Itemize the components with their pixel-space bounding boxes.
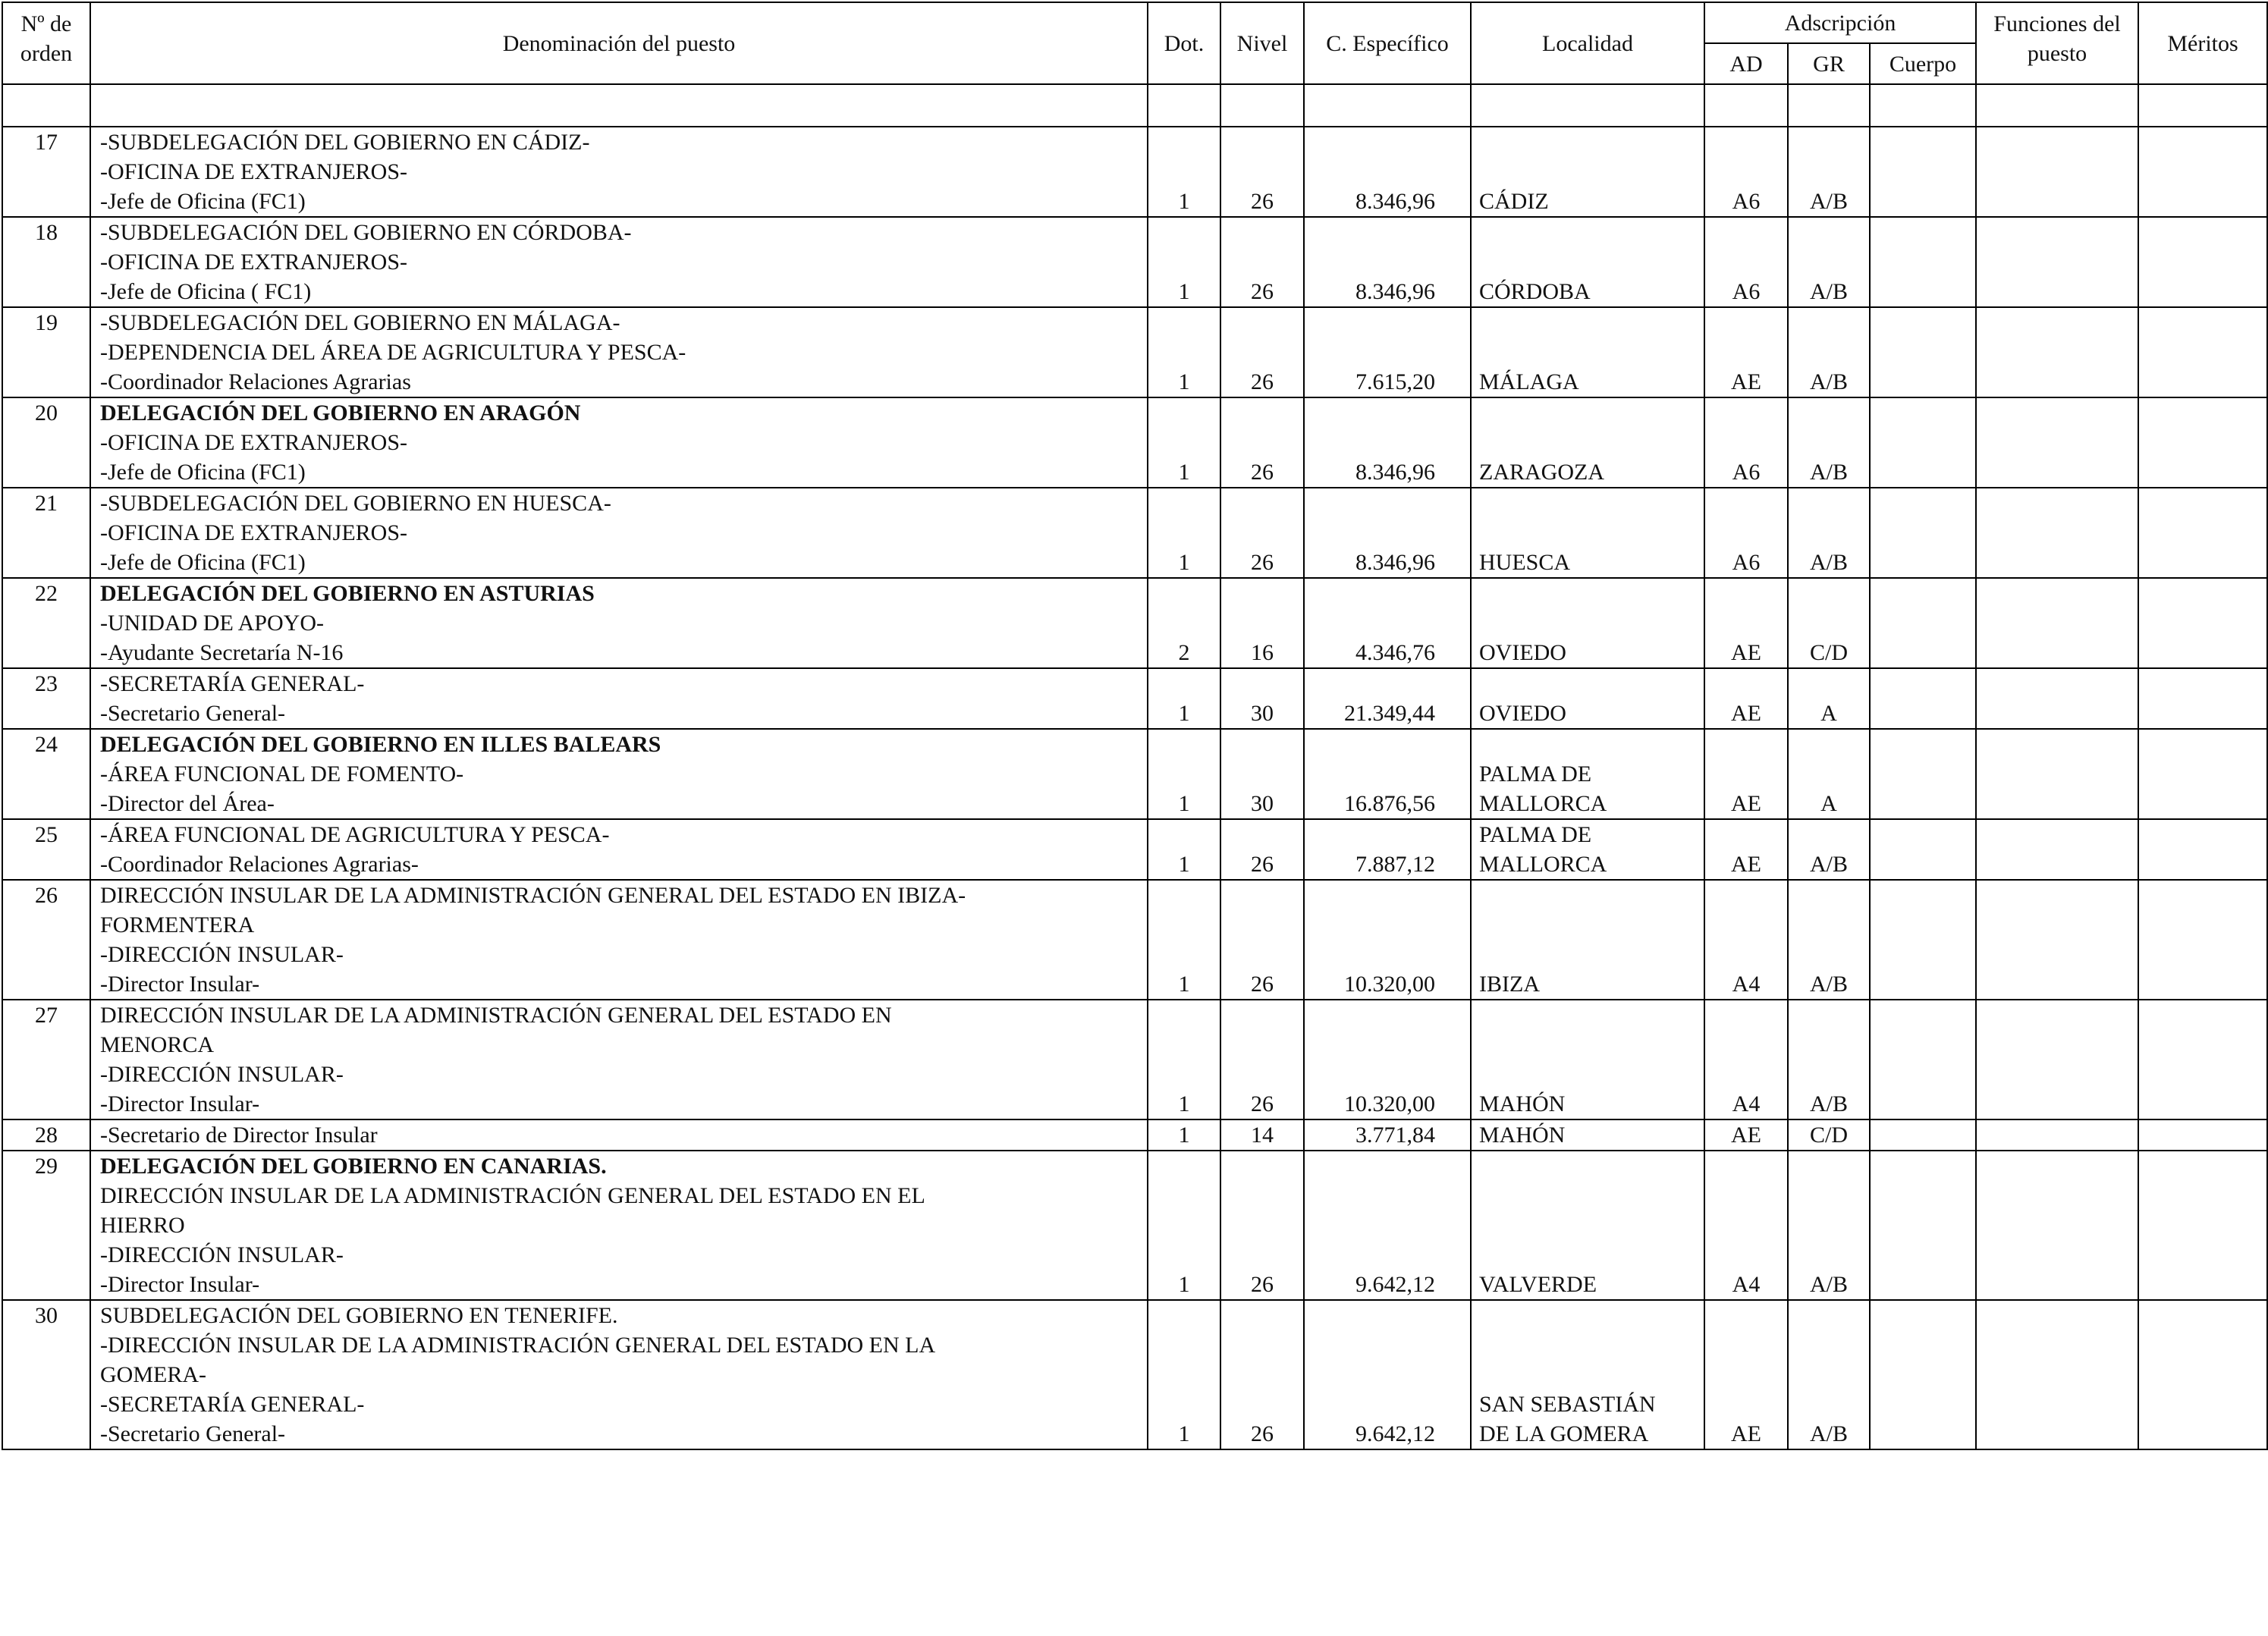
orden-cell: 17 <box>2 127 90 217</box>
denominacion-cell <box>90 819 1148 880</box>
denominacion-line: DIRECCIÓN INSULAR DE LA ADMINISTRACIÓN GENERAL DEL ESTADO EN <box>100 1003 892 1028</box>
dot-cell: 1 <box>1148 1000 1220 1119</box>
table-body <box>2 84 2267 1449</box>
meritos-cell <box>2138 578 2267 668</box>
localidad-cell <box>1471 1151 1704 1300</box>
localidad-cell <box>1471 819 1704 880</box>
localidad-line: SAN SEBASTIÁN <box>1479 1392 1656 1417</box>
meritos-cell <box>2138 1000 2267 1119</box>
gr-cell: C/D <box>1788 578 1870 668</box>
localidad-line: PALMA DE <box>1479 761 1592 787</box>
meritos-cell <box>2138 307 2267 397</box>
denominacion-line: -Secretario de Director Insular <box>100 1123 378 1148</box>
localidad-line: OVIEDO <box>1479 701 1566 726</box>
positions-table <box>2 2 2268 1450</box>
localidad-line: MALLORCA <box>1479 791 1607 816</box>
localidad-cell <box>1471 1000 1704 1119</box>
header-localidad: Localidad <box>1471 2 1704 84</box>
meritos-cell <box>2138 397 2267 488</box>
orden-cell: 24 <box>2 729 90 819</box>
nivel-cell: 26 <box>1220 819 1304 880</box>
orden-cell: 29 <box>2 1151 90 1300</box>
header-denominacion: Denominación del puesto <box>90 2 1148 84</box>
dot-cell: 1 <box>1148 307 1220 397</box>
denominacion-line: -UNIDAD DE APOYO- <box>100 611 324 636</box>
denominacion-cell <box>90 217 1148 307</box>
table-row <box>2 1300 2267 1449</box>
ad-cell: A4 <box>1704 1000 1788 1119</box>
denominacion-line: FORMENTERA <box>100 912 255 937</box>
denominacion-line: -Jefe de Oficina ( FC1) <box>100 279 312 304</box>
especifico-cell: 21.349,44 <box>1304 668 1471 729</box>
localidad-cell <box>1471 127 1704 217</box>
localidad-line: MAHÓN <box>1479 1123 1566 1148</box>
table-row <box>2 668 2267 729</box>
table-row <box>2 578 2267 668</box>
header-especifico: C. Específico <box>1304 2 1471 84</box>
denominacion-cell <box>90 1119 1148 1151</box>
localidad-line: IBIZA <box>1479 972 1540 997</box>
denominacion-cell <box>90 127 1148 217</box>
localidad-line: HUESCA <box>1479 550 1571 575</box>
orden-cell: 22 <box>2 578 90 668</box>
dot-cell: 1 <box>1148 1119 1220 1151</box>
orden-cell: 28 <box>2 1119 90 1151</box>
orden-cell: 19 <box>2 307 90 397</box>
funciones-cell <box>1976 880 2138 1000</box>
localidad-cell <box>1471 1119 1704 1151</box>
denominacion-line: -SUBDELEGACIÓN DEL GOBIERNO EN CÁDIZ- <box>100 130 590 155</box>
funciones-cell <box>1976 1119 2138 1151</box>
header-meritos: Méritos <box>2138 2 2267 84</box>
header-nivel: Nivel <box>1220 2 1304 84</box>
ad-cell: AE <box>1704 819 1788 880</box>
cuerpo-cell <box>1870 880 1976 1000</box>
cuerpo-cell <box>1870 397 1976 488</box>
denominacion-cell <box>90 1000 1148 1119</box>
ad-cell: AE <box>1704 1119 1788 1151</box>
denominacion-line: -Coordinador Relaciones Agrarias- <box>100 852 419 877</box>
blank-cell <box>1471 84 1704 127</box>
nivel-cell: 14 <box>1220 1119 1304 1151</box>
especifico-cell: 4.346,76 <box>1304 578 1471 668</box>
denominacion-line: -ÁREA FUNCIONAL DE AGRICULTURA Y PESCA- <box>100 822 610 847</box>
localidad-cell <box>1471 578 1704 668</box>
table-row <box>2 397 2267 488</box>
meritos-cell <box>2138 488 2267 578</box>
table-row <box>2 880 2267 1000</box>
nivel-cell: 26 <box>1220 217 1304 307</box>
funciones-cell <box>1976 127 2138 217</box>
denominacion-line: -SUBDELEGACIÓN DEL GOBIERNO EN CÓRDOBA- <box>100 220 632 245</box>
nivel-cell: 26 <box>1220 488 1304 578</box>
denominacion-line: -Director del Área- <box>100 791 275 816</box>
cuerpo-cell <box>1870 127 1976 217</box>
ad-cell: A6 <box>1704 488 1788 578</box>
localidad-line: CÁDIZ <box>1479 189 1549 214</box>
meritos-cell <box>2138 217 2267 307</box>
gr-cell: A/B <box>1788 217 1870 307</box>
meritos-cell <box>2138 729 2267 819</box>
funciones-cell <box>1976 1151 2138 1300</box>
meritos-cell <box>2138 1300 2267 1449</box>
nivel-cell: 26 <box>1220 307 1304 397</box>
denominacion-line: GOMERA- <box>100 1362 206 1387</box>
localidad-line: CÓRDOBA <box>1479 279 1591 304</box>
denominacion-line: -Jefe de Oficina (FC1) <box>100 189 306 214</box>
especifico-cell: 7.615,20 <box>1304 307 1471 397</box>
table-row <box>2 1119 2267 1151</box>
gr-cell: A/B <box>1788 880 1870 1000</box>
dot-cell: 1 <box>1148 819 1220 880</box>
orden-cell: 21 <box>2 488 90 578</box>
funciones-cell <box>1976 397 2138 488</box>
header-ad: AD <box>1704 43 1788 84</box>
blank-cell <box>1704 84 1788 127</box>
denominacion-line: DIRECCIÓN INSULAR DE LA ADMINISTRACIÓN GENERAL DEL ESTADO EN EL <box>100 1183 925 1208</box>
meritos-cell <box>2138 880 2267 1000</box>
meritos-cell <box>2138 668 2267 729</box>
orden-cell: 20 <box>2 397 90 488</box>
funciones-cell <box>1976 1000 2138 1119</box>
header-funciones: Funciones del puesto <box>1976 2 2138 84</box>
funciones-cell <box>1976 729 2138 819</box>
ad-cell: A6 <box>1704 397 1788 488</box>
especifico-cell: 9.642,12 <box>1304 1300 1471 1449</box>
denominacion-line: -Secretario General- <box>100 701 286 726</box>
blank-cell <box>1870 84 1976 127</box>
localidad-cell <box>1471 488 1704 578</box>
funciones-cell <box>1976 1300 2138 1449</box>
localidad-cell <box>1471 1300 1704 1449</box>
especifico-cell: 10.320,00 <box>1304 880 1471 1000</box>
denominacion-line: -DIRECCIÓN INSULAR- <box>100 1242 344 1267</box>
meritos-cell <box>2138 819 2267 880</box>
localidad-cell <box>1471 880 1704 1000</box>
localidad-line: MALLORCA <box>1479 852 1607 877</box>
header-orden: Nº de orden <box>2 2 90 84</box>
cuerpo-cell <box>1870 307 1976 397</box>
denominacion-line: -Director Insular- <box>100 972 260 997</box>
cuerpo-cell <box>1870 217 1976 307</box>
especifico-cell: 7.887,12 <box>1304 819 1471 880</box>
denominacion-line: -DIRECCIÓN INSULAR DE LA ADMINISTRACIÓN GENERAL DEL ESTADO EN LA <box>100 1333 936 1358</box>
blank-cell <box>1220 84 1304 127</box>
table-row <box>2 488 2267 578</box>
denominacion-cell <box>90 880 1148 1000</box>
localidad-line: DE LA GOMERA <box>1479 1421 1649 1446</box>
ad-cell: AE <box>1704 578 1788 668</box>
gr-cell: A/B <box>1788 397 1870 488</box>
denominacion-line: DELEGACIÓN DEL GOBIERNO EN CANARIAS. <box>100 1154 607 1179</box>
orden-cell: 27 <box>2 1000 90 1119</box>
especifico-cell: 8.346,96 <box>1304 397 1471 488</box>
funciones-cell <box>1976 819 2138 880</box>
cuerpo-cell <box>1870 1151 1976 1300</box>
dot-cell: 1 <box>1148 397 1220 488</box>
localidad-cell <box>1471 217 1704 307</box>
gr-cell: A/B <box>1788 1151 1870 1300</box>
funciones-cell <box>1976 578 2138 668</box>
denominacion-line: -DIRECCIÓN INSULAR- <box>100 1062 344 1087</box>
denominacion-line: -Secretario General- <box>100 1421 286 1446</box>
denominacion-line: -OFICINA DE EXTRANJEROS- <box>100 520 407 545</box>
dot-cell: 2 <box>1148 578 1220 668</box>
dot-cell: 1 <box>1148 1151 1220 1300</box>
denominacion-line: HIERRO <box>100 1213 185 1238</box>
table-row <box>2 127 2267 217</box>
ad-cell: AE <box>1704 729 1788 819</box>
gr-cell: C/D <box>1788 1119 1870 1151</box>
dot-cell: 1 <box>1148 729 1220 819</box>
blank-cell <box>1148 84 1220 127</box>
orden-cell: 30 <box>2 1300 90 1449</box>
denominacion-line: -Director Insular- <box>100 1091 260 1116</box>
ad-cell: A4 <box>1704 880 1788 1000</box>
denominacion-line: -Jefe de Oficina (FC1) <box>100 550 306 575</box>
dot-cell: 1 <box>1148 217 1220 307</box>
blank-cell <box>1976 84 2138 127</box>
header-dot: Dot. <box>1148 2 1220 84</box>
nivel-cell: 30 <box>1220 668 1304 729</box>
denominacion-line: -Coordinador Relaciones Agrarias <box>100 369 411 394</box>
localidad-cell <box>1471 307 1704 397</box>
gr-cell: A <box>1788 729 1870 819</box>
table-row <box>2 217 2267 307</box>
cuerpo-cell <box>1870 819 1976 880</box>
blank-cell <box>90 84 1148 127</box>
denominacion-line: -Jefe de Oficina (FC1) <box>100 460 306 485</box>
denominacion-line: -DIRECCIÓN INSULAR- <box>100 942 344 967</box>
denominacion-line: -SECRETARÍA GENERAL- <box>100 671 365 696</box>
table-row <box>2 307 2267 397</box>
gr-cell: A/B <box>1788 307 1870 397</box>
denominacion-line: -DEPENDENCIA DEL ÁREA DE AGRICULTURA Y PESCA- <box>100 340 686 365</box>
denominacion-line: DELEGACIÓN DEL GOBIERNO EN ASTURIAS <box>100 581 595 606</box>
localidad-line: MAHÓN <box>1479 1091 1566 1116</box>
localidad-line: MÁLAGA <box>1479 369 1579 394</box>
nivel-cell: 26 <box>1220 1300 1304 1449</box>
localidad-cell <box>1471 668 1704 729</box>
cuerpo-cell <box>1870 1119 1976 1151</box>
blank-cell <box>1304 84 1471 127</box>
nivel-cell: 26 <box>1220 1151 1304 1300</box>
orden-cell: 25 <box>2 819 90 880</box>
orden-cell: 26 <box>2 880 90 1000</box>
denominacion-line: DIRECCIÓN INSULAR DE LA ADMINISTRACIÓN GENERAL DEL ESTADO EN IBIZA- <box>100 883 966 908</box>
nivel-cell: 26 <box>1220 1000 1304 1119</box>
table-row <box>2 729 2267 819</box>
denominacion-cell <box>90 307 1148 397</box>
table-row <box>2 819 2267 880</box>
denominacion-line: MENORCA <box>100 1032 215 1057</box>
localidad-cell <box>1471 397 1704 488</box>
denominacion-cell <box>90 668 1148 729</box>
blank-cell <box>2138 84 2267 127</box>
dot-cell: 1 <box>1148 880 1220 1000</box>
ad-cell: AE <box>1704 307 1788 397</box>
especifico-cell: 8.346,96 <box>1304 488 1471 578</box>
funciones-cell <box>1976 488 2138 578</box>
localidad-line: ZARAGOZA <box>1479 460 1604 485</box>
cuerpo-cell <box>1870 668 1976 729</box>
denominacion-line: DELEGACIÓN DEL GOBIERNO EN ILLES BALEARS <box>100 732 661 757</box>
denominacion-cell <box>90 578 1148 668</box>
meritos-cell <box>2138 1119 2267 1151</box>
localidad-line: PALMA DE <box>1479 822 1592 847</box>
denominacion-cell <box>90 729 1148 819</box>
localidad-line: OVIEDO <box>1479 640 1566 665</box>
table-row <box>2 1000 2267 1119</box>
gr-cell: A/B <box>1788 127 1870 217</box>
especifico-cell: 16.876,56 <box>1304 729 1471 819</box>
orden-cell: 18 <box>2 217 90 307</box>
ad-cell: A6 <box>1704 127 1788 217</box>
gr-cell: A <box>1788 668 1870 729</box>
gr-cell: A/B <box>1788 819 1870 880</box>
document-page <box>2 2 2268 1450</box>
nivel-cell: 26 <box>1220 127 1304 217</box>
especifico-cell: 8.346,96 <box>1304 127 1471 217</box>
blank-row <box>2 84 2267 127</box>
dot-cell: 1 <box>1148 488 1220 578</box>
nivel-cell: 26 <box>1220 397 1304 488</box>
denominacion-line: -Director Insular- <box>100 1272 260 1297</box>
especifico-cell: 10.320,00 <box>1304 1000 1471 1119</box>
denominacion-line: -OFICINA DE EXTRANJEROS- <box>100 430 407 455</box>
especifico-cell: 3.771,84 <box>1304 1119 1471 1151</box>
funciones-cell <box>1976 668 2138 729</box>
dot-cell: 1 <box>1148 668 1220 729</box>
denominacion-line: -OFICINA DE EXTRANJEROS- <box>100 250 407 275</box>
denominacion-cell <box>90 1151 1148 1300</box>
ad-cell: AE <box>1704 1300 1788 1449</box>
denominacion-line: -Ayudante Secretaría N-16 <box>100 640 344 665</box>
localidad-line: VALVERDE <box>1479 1272 1597 1297</box>
denominacion-cell <box>90 397 1148 488</box>
nivel-cell: 30 <box>1220 729 1304 819</box>
meritos-cell <box>2138 127 2267 217</box>
cuerpo-cell <box>1870 578 1976 668</box>
denominacion-cell <box>90 1300 1148 1449</box>
ad-cell: A4 <box>1704 1151 1788 1300</box>
cuerpo-cell <box>1870 488 1976 578</box>
orden-cell: 23 <box>2 668 90 729</box>
ad-cell: AE <box>1704 668 1788 729</box>
gr-cell: A/B <box>1788 488 1870 578</box>
header-cuerpo: Cuerpo <box>1870 43 1976 84</box>
nivel-cell: 16 <box>1220 578 1304 668</box>
funciones-cell <box>1976 217 2138 307</box>
denominacion-line: -ÁREA FUNCIONAL DE FOMENTO- <box>100 761 464 787</box>
localidad-cell <box>1471 729 1704 819</box>
especifico-cell: 8.346,96 <box>1304 217 1471 307</box>
nivel-cell: 26 <box>1220 880 1304 1000</box>
denominacion-line: -OFICINA DE EXTRANJEROS- <box>100 159 407 184</box>
header-adscripcion: Adscripción <box>1704 2 1976 43</box>
gr-cell: A/B <box>1788 1000 1870 1119</box>
denominacion-line: -SECRETARÍA GENERAL- <box>100 1392 365 1417</box>
especifico-cell: 9.642,12 <box>1304 1151 1471 1300</box>
table-header <box>2 2 2267 84</box>
meritos-cell <box>2138 1151 2267 1300</box>
blank-cell <box>1788 84 1870 127</box>
ad-cell: A6 <box>1704 217 1788 307</box>
denominacion-cell <box>90 488 1148 578</box>
funciones-cell <box>1976 307 2138 397</box>
blank-cell <box>2 84 90 127</box>
dot-cell: 1 <box>1148 1300 1220 1449</box>
cuerpo-cell <box>1870 729 1976 819</box>
dot-cell: 1 <box>1148 127 1220 217</box>
denominacion-line: -SUBDELEGACIÓN DEL GOBIERNO EN HUESCA- <box>100 491 611 516</box>
denominacion-line: -SUBDELEGACIÓN DEL GOBIERNO EN MÁLAGA- <box>100 310 620 335</box>
table-row <box>2 1151 2267 1300</box>
cuerpo-cell <box>1870 1000 1976 1119</box>
gr-cell: A/B <box>1788 1300 1870 1449</box>
denominacion-line: SUBDELEGACIÓN DEL GOBIERNO EN TENERIFE. <box>100 1303 618 1328</box>
cuerpo-cell <box>1870 1300 1976 1449</box>
denominacion-line: DELEGACIÓN DEL GOBIERNO EN ARAGÓN <box>100 400 581 425</box>
header-gr: GR <box>1788 43 1870 84</box>
